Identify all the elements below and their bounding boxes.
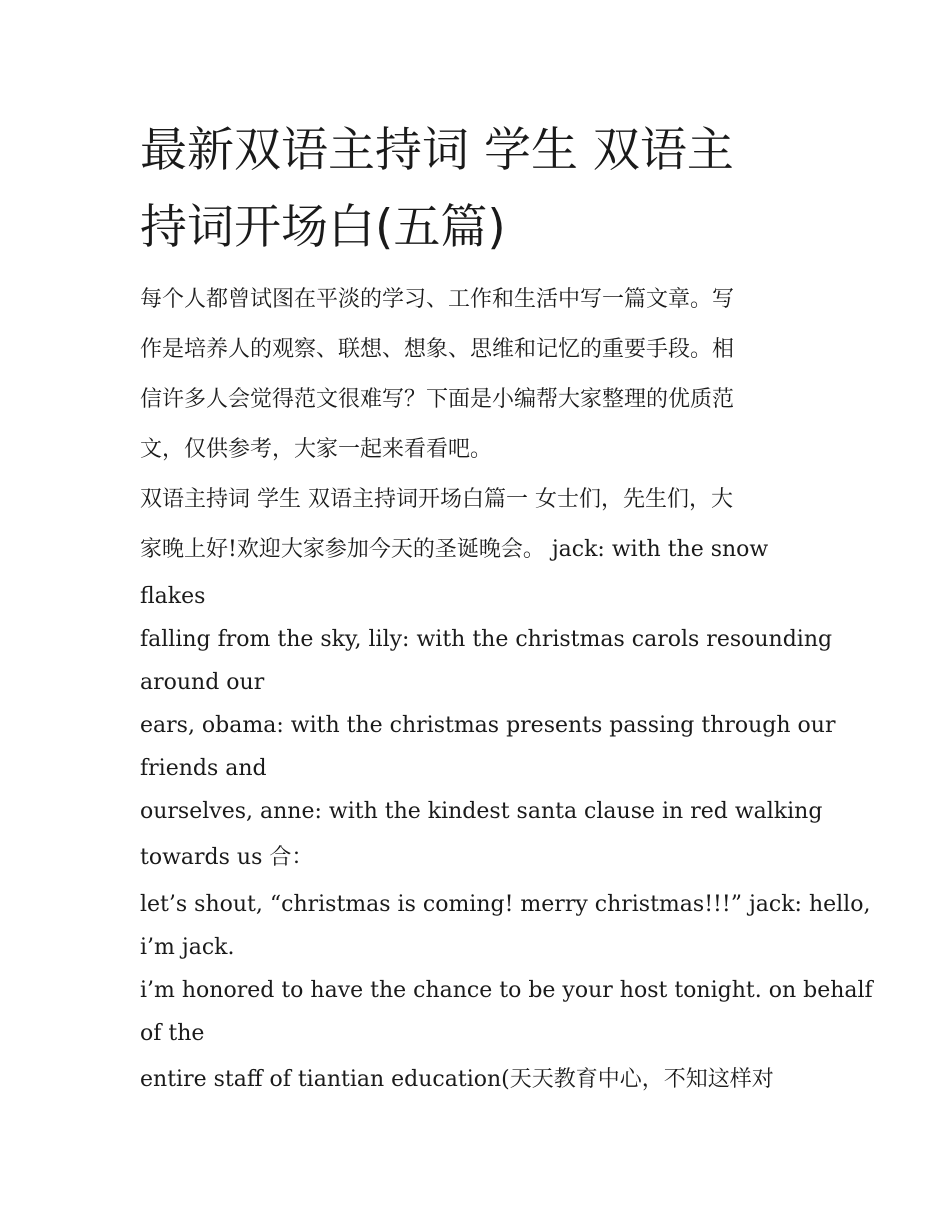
title-line-1: 最新双语主持词 学生 双语主: [140, 123, 734, 178]
intro-line: 信许多人会觉得范文很难写？下面是小编帮大家整理的优质范: [140, 387, 735, 412]
body-line: of the: [140, 1021, 205, 1046]
body-line: falling from the sky, lily: with the christmas carols resounding: [140, 627, 833, 652]
intro-line: 作是培养人的观察、联想、想象、思维和记忆的重要手段。相: [140, 337, 735, 362]
document-content: [140, 112, 873, 1105]
body-line: let’s shout, “christmas is coming! merry christmas!!!” jack: hello,: [140, 892, 871, 917]
body-paragraph: [140, 475, 873, 1105]
body-line: towards us 合：: [140, 845, 314, 870]
intro-paragraph: [140, 275, 815, 475]
body-line: ourselves, anne: with the kindest santa clause in red walking: [140, 799, 823, 824]
intro-line: 每个人都曾试图在平淡的学习、工作和生活中写一篇文章。写: [140, 287, 735, 312]
body-line: 家晚上好!欢迎大家参加今天的圣诞晚会。 jack: with the snow: [140, 537, 769, 562]
body-line: friends and: [140, 756, 267, 781]
body-line: i’m jack.: [140, 935, 235, 960]
intro-line: 文，仅供参考，大家一起来看看吧。: [140, 437, 493, 462]
body-line: around our: [140, 670, 265, 695]
body-line: flakes: [140, 584, 206, 609]
body-line: ears, obama: with the christmas presents passing through our: [140, 713, 836, 738]
body-line: 双语主持词 学生 双语主持词开场白篇一 女士们，先生们，大: [140, 487, 733, 512]
document-title: [140, 112, 815, 266]
body-line: i’m honored to have the chance to be your host tonight. on behalf: [140, 978, 873, 1003]
title-line-2: 持词开场白(五篇): [140, 200, 506, 255]
body-line: entire staff of tiantian education(天天教育中心，不知这样对: [140, 1067, 774, 1092]
